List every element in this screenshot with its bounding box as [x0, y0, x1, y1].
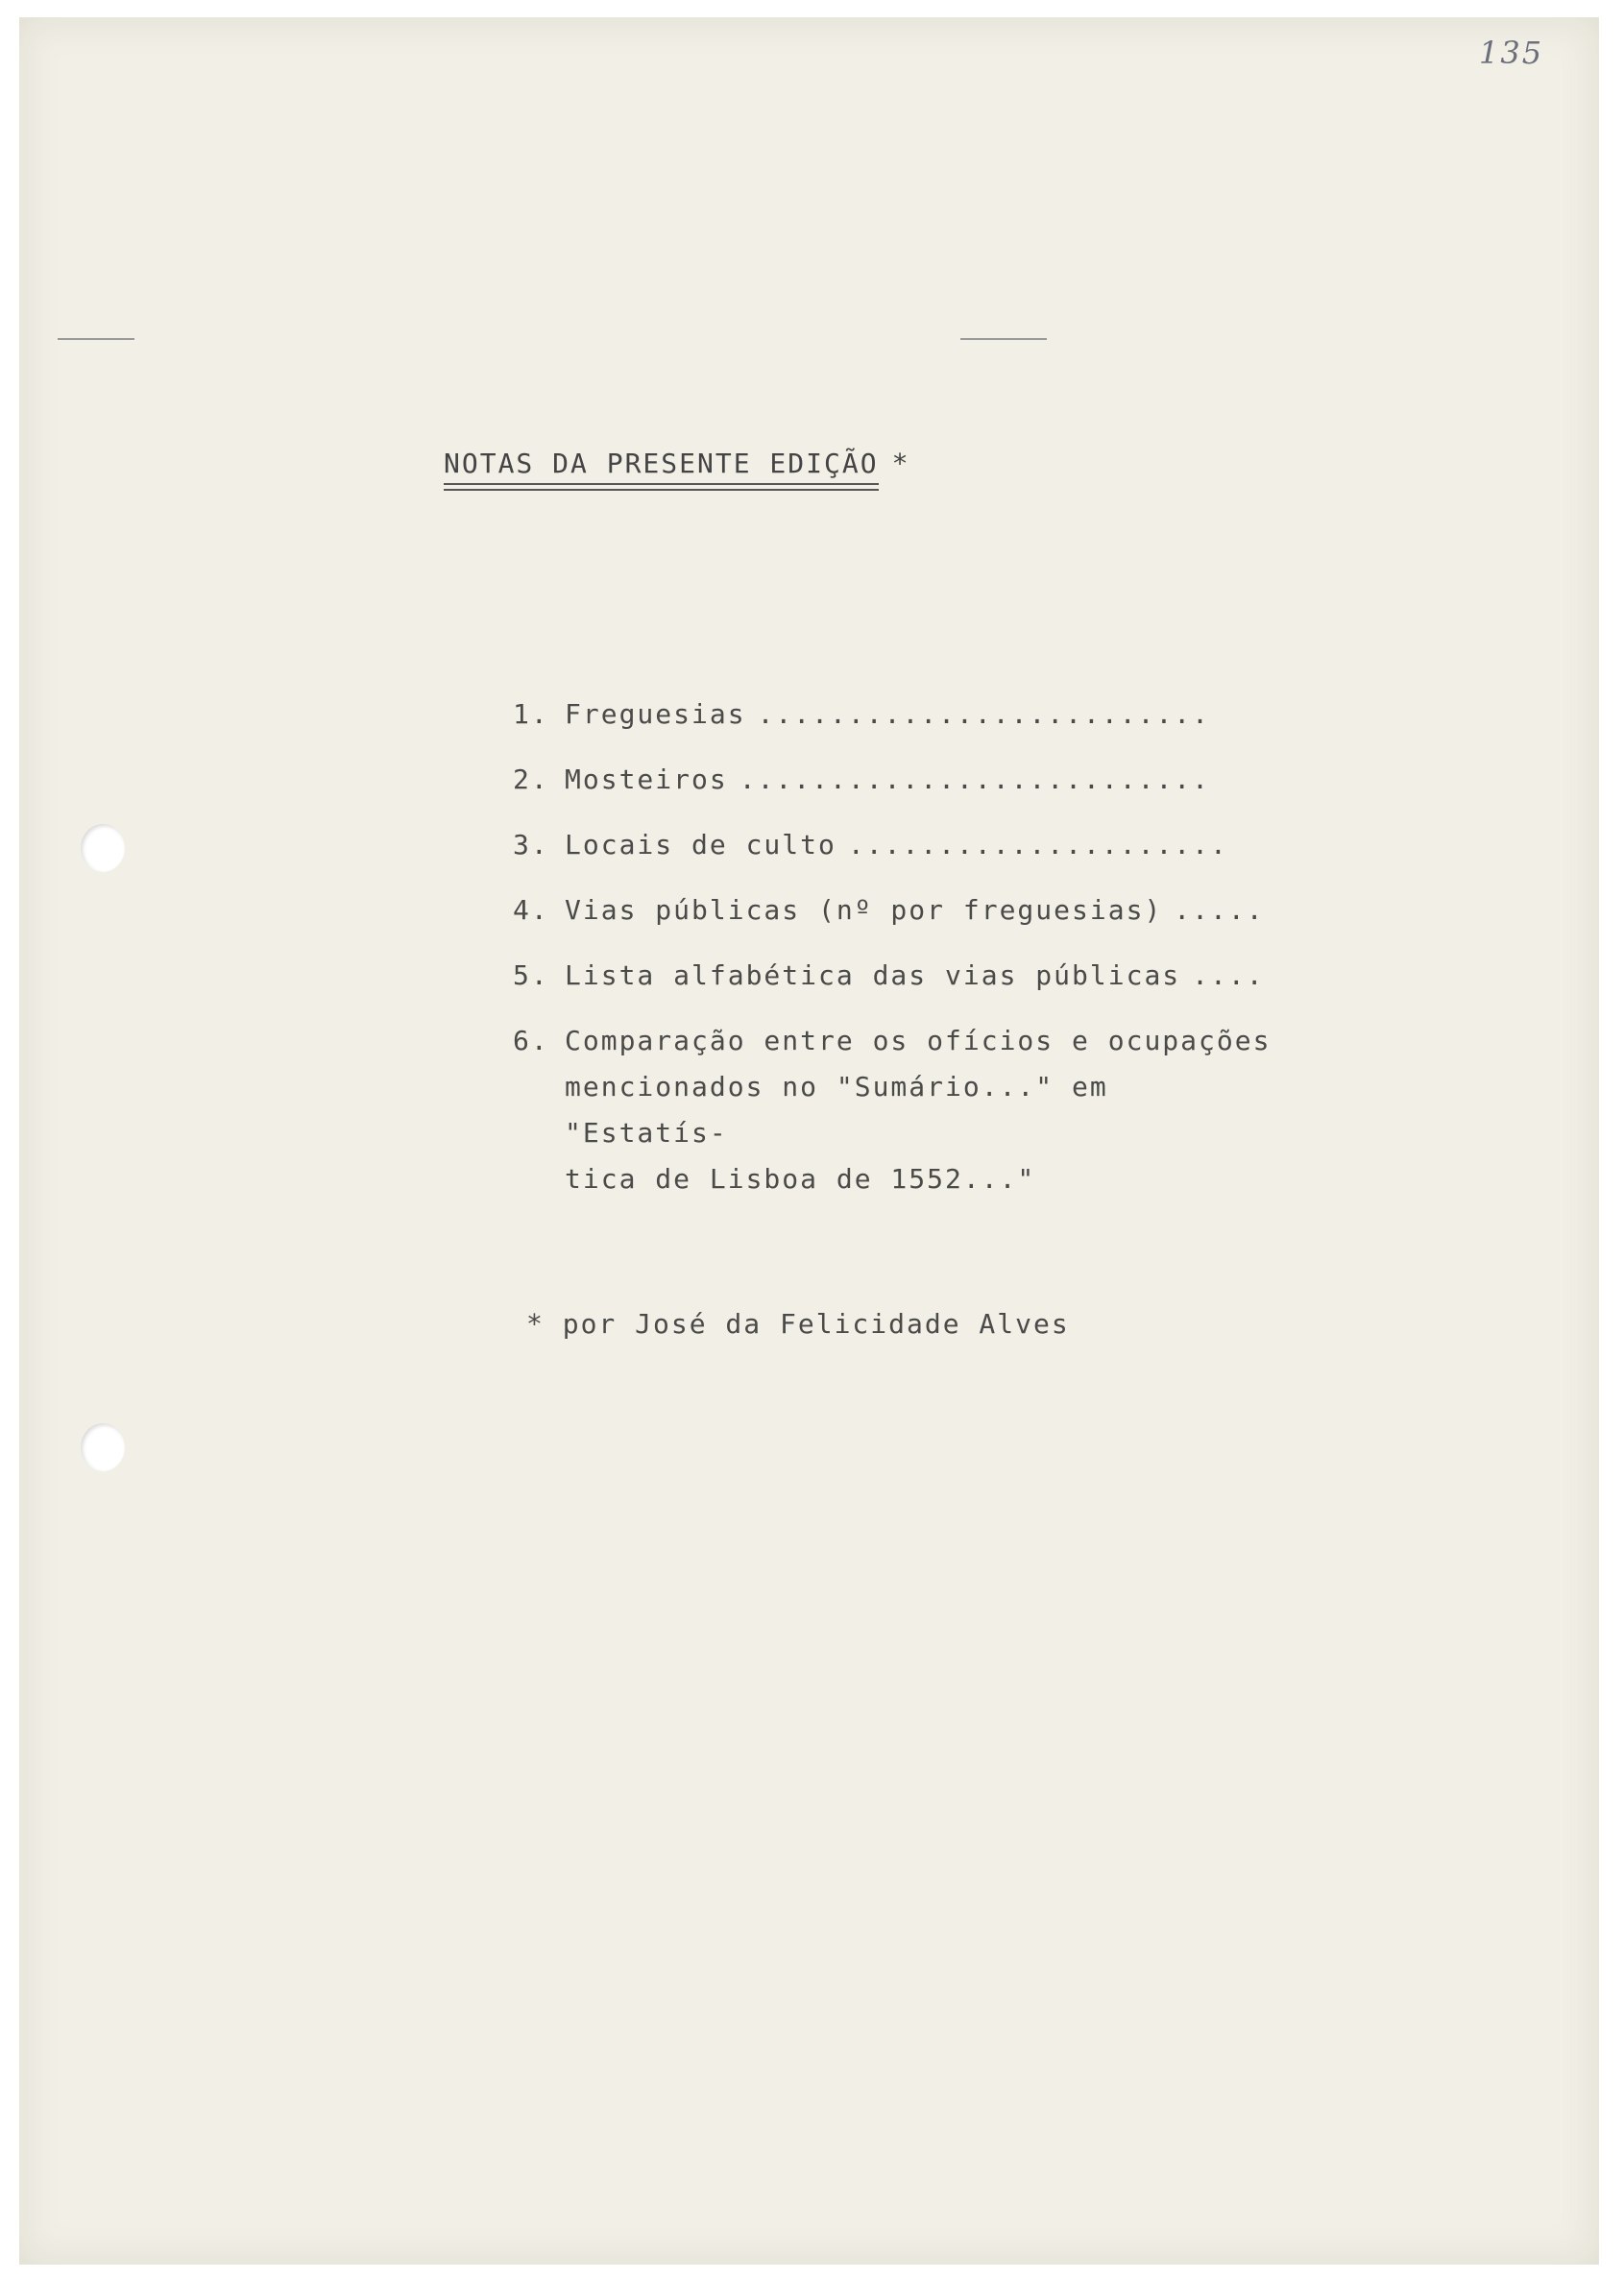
toc-leader-dots: ..... [1174, 894, 1265, 926]
punch-hole-top [81, 824, 125, 872]
toc-item-label: Freguesias [565, 698, 746, 730]
toc-item-label-line: tica de Lisboa de 1552..." [565, 1163, 1036, 1195]
toc-item-number: 6. [513, 1025, 549, 1056]
toc-item [513, 757, 1281, 803]
toc-leader-dots: ..................... [847, 829, 1228, 861]
toc-item-label-line: Comparação entre os ofícios e ocupações [565, 1025, 1272, 1056]
toc-item-number: 1. [513, 698, 549, 730]
toc-item-number: 4. [513, 894, 549, 926]
punch-hole-bottom [81, 1423, 125, 1471]
toc-item-label-line: mencionados no "Sumário..." em "Estatís- [565, 1071, 1108, 1149]
toc-item-label: Mosteiros [565, 764, 728, 795]
toc-item [513, 953, 1281, 999]
toc-item-label: Lista alfabética das vias públicas [565, 959, 1181, 991]
toc-leader-dots: .......................... [739, 764, 1211, 795]
toc-item [513, 822, 1281, 868]
table-of-contents [513, 691, 1281, 1222]
author-footnote: * por José da Felicidade Alves [526, 1308, 1070, 1340]
toc-leader-dots: .... [1192, 959, 1265, 991]
toc-item-label: Locais de culto [565, 829, 836, 861]
toc-item-number: 5. [513, 959, 549, 991]
toc-item-number: 2. [513, 764, 549, 795]
margin-mark [960, 338, 1047, 340]
toc-item-number: 3. [513, 829, 549, 861]
toc-item [513, 691, 1281, 738]
page-title: NOTAS DA PRESENTE EDIÇÃO [444, 448, 879, 485]
title-asterisk: * [891, 448, 909, 479]
toc-item [513, 1018, 1281, 1202]
toc-leader-dots: ......................... [757, 698, 1211, 730]
toc-item-label: Vias públicas (nº por freguesias) [565, 894, 1163, 926]
margin-mark [58, 338, 134, 340]
handwritten-page-number: 135 [1479, 35, 1544, 71]
page-title-block [444, 448, 908, 485]
toc-item [513, 887, 1281, 933]
